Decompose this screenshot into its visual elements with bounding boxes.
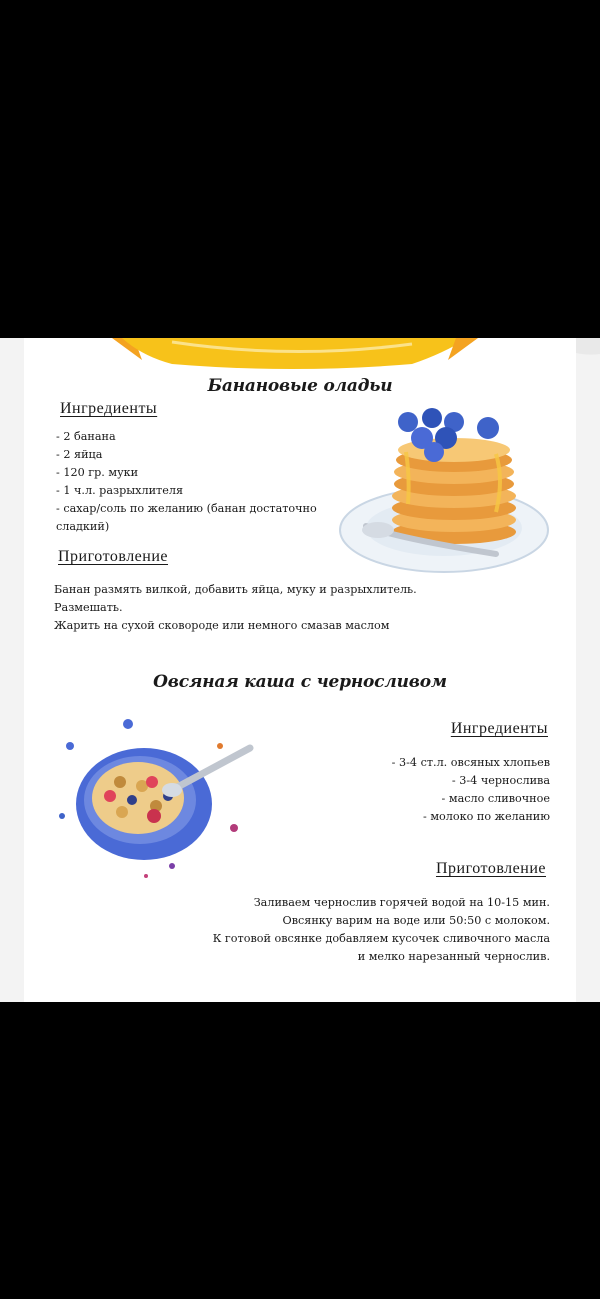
- recipe2-preparation-heading: Приготовление: [435, 860, 546, 877]
- preparation-line: Банан размять вилкой, добавить яйца, муку и разрыхлитель.: [54, 583, 417, 596]
- preparation-line: и мелко нарезанный чернослив.: [357, 950, 550, 963]
- recipe1-title: Банановые оладьи: [207, 376, 393, 396]
- recipe-card: [24, 338, 576, 1002]
- recipe1-ingredients-list: [56, 428, 317, 536]
- recipe-sheet: [0, 338, 600, 1002]
- ingredient-item: - молоко по желанию: [423, 810, 550, 823]
- preparation-line: К готовой овсянке добавляем кусочек сливочного масла: [212, 932, 550, 945]
- recipe2-ingredients-list: [392, 754, 550, 826]
- preparation-line: Жарить на сухой сковороде или немного смазав маслом: [54, 619, 390, 632]
- pancake-stack-illustration: [336, 408, 554, 578]
- preparation-line: Овсянку варим на воде или 50:50 с молоком.: [282, 914, 550, 927]
- ingredient-item: - 120 гр. муки: [56, 466, 139, 479]
- ingredient-item: - 1 ч.л. разрыхлителя: [56, 484, 184, 497]
- recipe2-title: Овсяная каша с черносливом: [153, 672, 447, 692]
- recipe2-ingredients-heading: Ингредиенты: [450, 720, 548, 737]
- ingredient-item: - 3-4 ст.л. овсяных хлопьев: [391, 756, 550, 769]
- ingredient-item: - сахар/соль по желанию (банан достаточно: [56, 502, 317, 515]
- recipe2-preparation-text: [213, 894, 550, 966]
- preparation-line: Заливаем чернослив горячей водой на 10-15 мин.: [253, 896, 550, 909]
- ribbon-banner: [112, 338, 478, 372]
- preparation-line: Размешать.: [54, 601, 123, 614]
- recipe1-preparation-heading: Приготовление: [58, 548, 169, 565]
- ingredient-item: - 2 яйца: [56, 448, 103, 461]
- ingredient-item: - 2 банана: [56, 430, 116, 443]
- recipe1-preparation-text: [54, 581, 417, 635]
- ingredient-item: - 3-4 чернослива: [451, 774, 550, 787]
- ingredient-item: - масло сливочное: [441, 792, 550, 805]
- recipe1-ingredients-heading: Ингредиенты: [60, 400, 158, 417]
- ingredient-item: сладкий): [56, 520, 110, 533]
- oatmeal-bowl-illustration: [52, 716, 270, 886]
